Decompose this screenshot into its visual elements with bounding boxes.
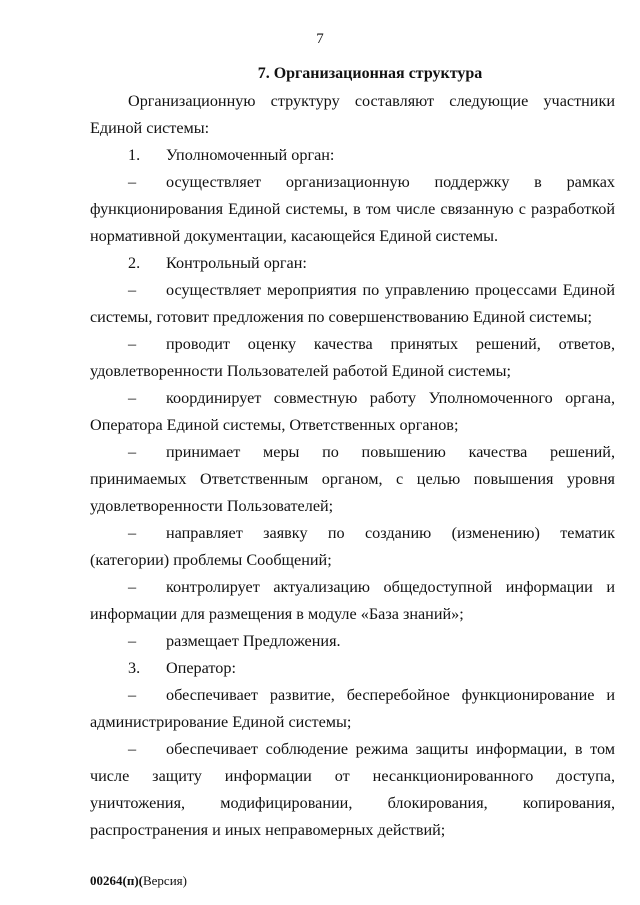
- dash-text: осуществляет мероприятия по управлению процессами Единой системы, готовит предложения по совершенствованию Единой системы;: [90, 281, 615, 326]
- dash-text: размещает Предложения.: [166, 632, 341, 650]
- dash-text: координирует совместную работу Уполномоченного органа, Оператора Единой системы, Ответственных органов;: [90, 389, 615, 434]
- list-item-heading-1: [90, 142, 615, 169]
- intro-paragraph: Организационную структуру составляют следующие участники Единой системы:: [90, 92, 615, 137]
- dash-marker: –: [128, 335, 137, 353]
- dash-marker: –: [128, 740, 137, 758]
- dash-text: проводит оценку качества принятых решений, ответов, удовлетворенности Пользователей работой Единой системы;: [90, 335, 615, 380]
- dash-marker: –: [128, 578, 137, 596]
- dash-text: контролирует актуализацию общедоступной информации и информации для размещения в модуле «База знаний»;: [90, 578, 615, 623]
- footer-code: 00264(п)(: [90, 873, 143, 888]
- list-item-dash: [90, 682, 615, 736]
- list-number: 1.: [128, 146, 141, 164]
- list-item-dash: [90, 574, 615, 628]
- list-item-dash: [90, 331, 615, 385]
- list-number: 3.: [128, 659, 141, 677]
- footer-version: Версия): [142, 873, 187, 888]
- document-footer: [90, 873, 187, 889]
- list-item-dash: [90, 439, 615, 520]
- dash-text: принимает меры по повышению качества решений, принимаемых Ответственным органом, с целью повышения уровня удовлетворенности Пользователей;: [90, 443, 615, 515]
- section-title: 7. Организационная структура: [257, 65, 483, 82]
- document-body: [90, 88, 615, 844]
- list-item-heading-3: [90, 655, 615, 682]
- dash-text: обеспечивает соблюдение режима защиты информации, в том числе защиту информации от несанкционированного доступа, уничтожения, модифицировании, блокирования, копирования, распространения и иных неправомерных действий;: [90, 740, 615, 839]
- list-item-dash: [90, 628, 615, 655]
- list-item-dash: [90, 520, 615, 574]
- dash-marker: –: [128, 632, 137, 650]
- list-item-dash: [90, 385, 615, 439]
- dash-text: осуществляет организационную поддержку в рамках функционирования Единой системы, в том числе связанную с разработкой нормативной документации, касающейся Единой системы.: [90, 173, 615, 245]
- dash-marker: –: [128, 281, 137, 299]
- list-item-heading-2: [90, 250, 615, 277]
- dash-marker: –: [128, 443, 137, 461]
- list-number: 2.: [128, 254, 141, 272]
- dash-marker: –: [128, 389, 137, 407]
- list-item-dash: [90, 169, 615, 250]
- page-number: 7: [316, 31, 324, 47]
- dash-marker: –: [128, 524, 137, 542]
- list-title: Контрольный орган:: [166, 254, 307, 272]
- dash-marker: –: [128, 686, 137, 704]
- list-item-dash: [90, 277, 615, 331]
- dash-text: направляет заявку по созданию (изменению) тематик (категории) проблемы Сообщений;: [90, 524, 615, 569]
- dash-text: обеспечивает развитие, бесперебойное функционирование и администрирование Единой системы;: [90, 686, 615, 731]
- list-title: Оператор:: [166, 659, 236, 677]
- dash-marker: –: [128, 173, 137, 191]
- list-title: Уполномоченный орган:: [166, 146, 335, 164]
- list-item-dash: [90, 736, 615, 844]
